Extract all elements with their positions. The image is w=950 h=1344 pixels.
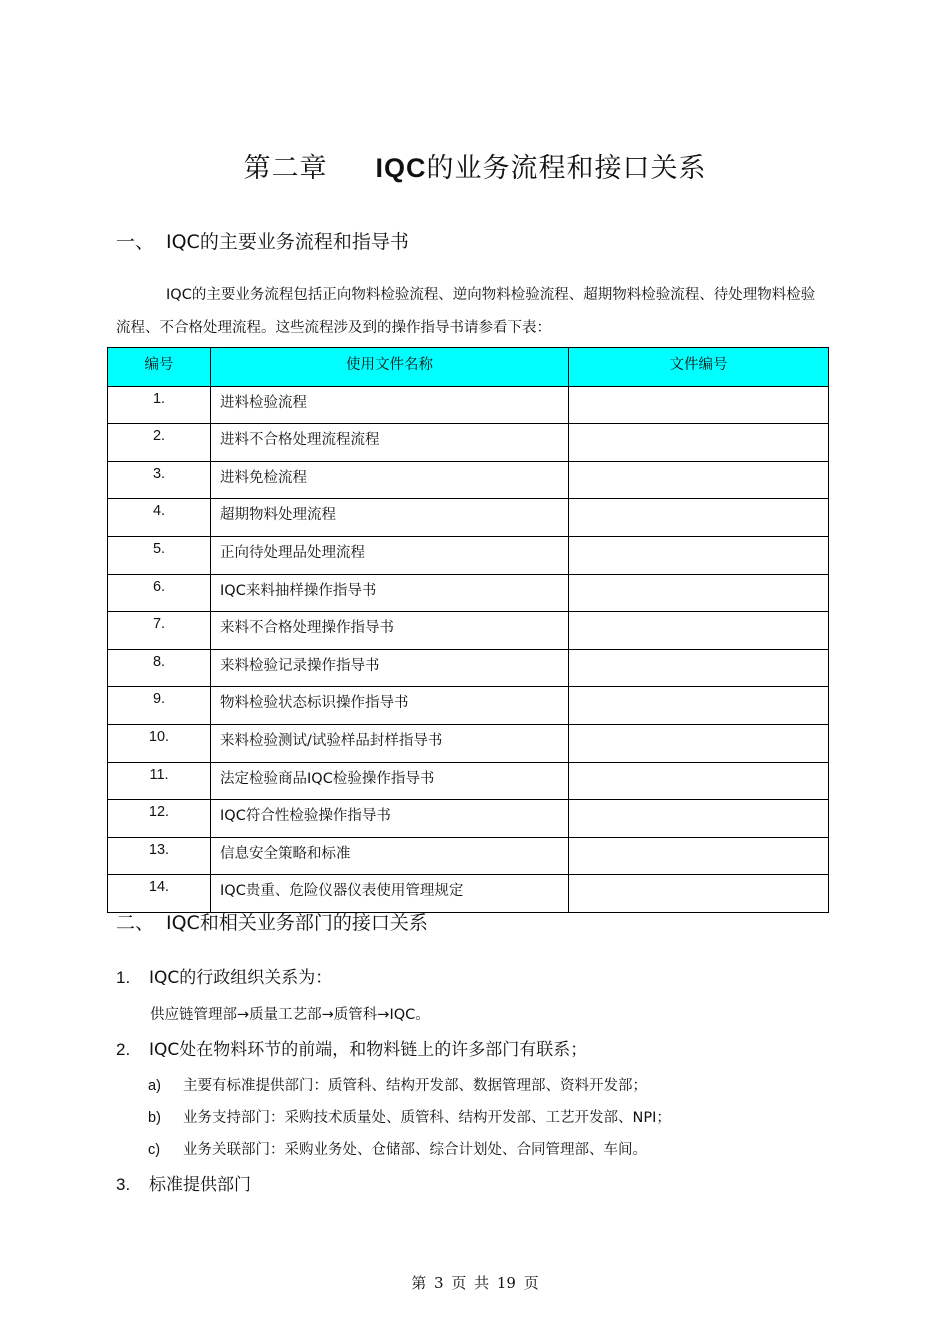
- list-item: [116, 1035, 587, 1060]
- file-code-cell: [569, 875, 829, 913]
- file-name-cell: 法定检验商品IQC检验操作指导书: [211, 762, 569, 800]
- row-number-cell: 14.: [108, 875, 211, 913]
- file-code-cell: [569, 499, 829, 537]
- list-item-text: IQC的行政组织关系为：: [149, 968, 333, 988]
- list-item-text: 标准提供部门: [149, 1175, 251, 1195]
- list-marker: 1.: [116, 968, 131, 987]
- table-row: [108, 724, 829, 762]
- file-code-cell: [569, 386, 829, 424]
- row-number-cell: 3.: [108, 461, 211, 499]
- list-marker: b): [148, 1110, 161, 1126]
- table-row: [108, 424, 829, 462]
- file-name-cell: 进料检验流程: [211, 386, 569, 424]
- table-row: [108, 499, 829, 537]
- section-title: IQC的主要业务流程和指导书: [166, 231, 409, 253]
- list-marker: a): [148, 1078, 161, 1094]
- file-code-cell: [569, 649, 829, 687]
- section-title: IQC和相关业务部门的接口关系: [166, 912, 428, 934]
- section-heading-1: [116, 227, 409, 254]
- intro-paragraph-text: IQC的主要业务流程包括正向物料检验流程、逆向物料检验流程、超期物料检验流程、待处理物料检验流程、不合格处理流程。这些流程涉及到的操作指导书请参看下表：: [116, 287, 816, 336]
- table-row: [108, 461, 829, 499]
- file-code-cell: [569, 800, 829, 838]
- table-row: [108, 649, 829, 687]
- section-heading-2: [116, 908, 428, 935]
- file-code-cell: [569, 837, 829, 875]
- file-code-cell: [569, 724, 829, 762]
- table-header-row: [108, 348, 829, 387]
- chapter-title-rest: 的业务流程和接口关系: [426, 153, 707, 184]
- file-name-cell: IQC符合性检验操作指导书: [211, 800, 569, 838]
- file-name-cell: IQC贵重、危险仪器仪表使用管理规定: [211, 875, 569, 913]
- list-item-text: IQC处在物料环节的前端，和物料链上的许多部门有联系；: [149, 1040, 588, 1060]
- header-file-code: 文件编号: [569, 348, 829, 387]
- table-row: [108, 612, 829, 650]
- intro-paragraph: [116, 279, 828, 345]
- table-row: [108, 536, 829, 574]
- file-name-cell: IQC来料抽样操作指导书: [211, 574, 569, 612]
- file-name-cell: 物料检验状态标识操作指导书: [211, 687, 569, 725]
- table-row: [108, 837, 829, 875]
- row-number-cell: 5.: [108, 536, 211, 574]
- file-code-cell: [569, 687, 829, 725]
- page-footer: 第 3 页 共 19 页: [411, 1274, 539, 1292]
- file-code-cell: [569, 461, 829, 499]
- row-number-cell: 9.: [108, 687, 211, 725]
- list-item: [116, 1170, 251, 1195]
- file-code-cell: [569, 762, 829, 800]
- file-name-cell: 信息安全策略和标准: [211, 837, 569, 875]
- sub-list-item: [148, 1106, 671, 1127]
- row-number-cell: 12.: [108, 800, 211, 838]
- chapter-iqc: IQC: [375, 153, 427, 183]
- list-item-text: 业务支持部门：采购技术质量处、质管科、结构开发部、工艺开发部、NPI；: [183, 1110, 671, 1126]
- list-marker: c): [148, 1142, 161, 1158]
- row-number-cell: 10.: [108, 724, 211, 762]
- list-item-text: 主要有标准提供部门：质管科、结构开发部、数据管理部、资料开发部；: [183, 1078, 647, 1094]
- file-name-cell: 超期物料处理流程: [211, 499, 569, 537]
- section-number: 一、: [116, 231, 155, 253]
- file-name-cell: 进料不合格处理流程流程: [211, 424, 569, 462]
- row-number-cell: 8.: [108, 649, 211, 687]
- table-row: [108, 687, 829, 725]
- table-row: [108, 762, 829, 800]
- document-table: [107, 347, 829, 913]
- file-code-cell: [569, 536, 829, 574]
- file-name-cell: 进料免检流程: [211, 461, 569, 499]
- file-name-cell: 来料检验记录操作指导书: [211, 649, 569, 687]
- chapter-title: [0, 146, 950, 185]
- chapter-label: 第二章: [243, 153, 328, 184]
- header-number: 编号: [108, 348, 211, 387]
- row-number-cell: 11.: [108, 762, 211, 800]
- file-code-cell: [569, 424, 829, 462]
- file-code-cell: [569, 612, 829, 650]
- list-item: [116, 963, 332, 988]
- table-row: [108, 800, 829, 838]
- row-number-cell: 4.: [108, 499, 211, 537]
- row-number-cell: 13.: [108, 837, 211, 875]
- list-marker: 2.: [116, 1040, 131, 1059]
- file-code-cell: [569, 574, 829, 612]
- list-item-text: 业务关联部门：采购业务处、仓储部、综合计划处、合同管理部、车间。: [183, 1142, 647, 1158]
- list-marker: 3.: [116, 1175, 131, 1194]
- table-row: [108, 875, 829, 913]
- section-number: 二、: [116, 912, 155, 934]
- sub-list-item: [148, 1074, 647, 1095]
- row-number-cell: 6.: [108, 574, 211, 612]
- file-name-cell: 来料检验测试/试验样品封样指导书: [211, 724, 569, 762]
- table-row: [108, 574, 829, 612]
- file-name-cell: 正向待处理品处理流程: [211, 536, 569, 574]
- header-file-name: 使用文件名称: [211, 348, 569, 387]
- row-number-cell: 7.: [108, 612, 211, 650]
- row-number-cell: 1.: [108, 386, 211, 424]
- sub-list-item: [148, 1138, 647, 1159]
- org-chain: 供应链管理部→质量工艺部→质管科→IQC。: [150, 1007, 430, 1023]
- table-row: [108, 386, 829, 424]
- row-number-cell: 2.: [108, 424, 211, 462]
- file-name-cell: 来料不合格处理操作指导书: [211, 612, 569, 650]
